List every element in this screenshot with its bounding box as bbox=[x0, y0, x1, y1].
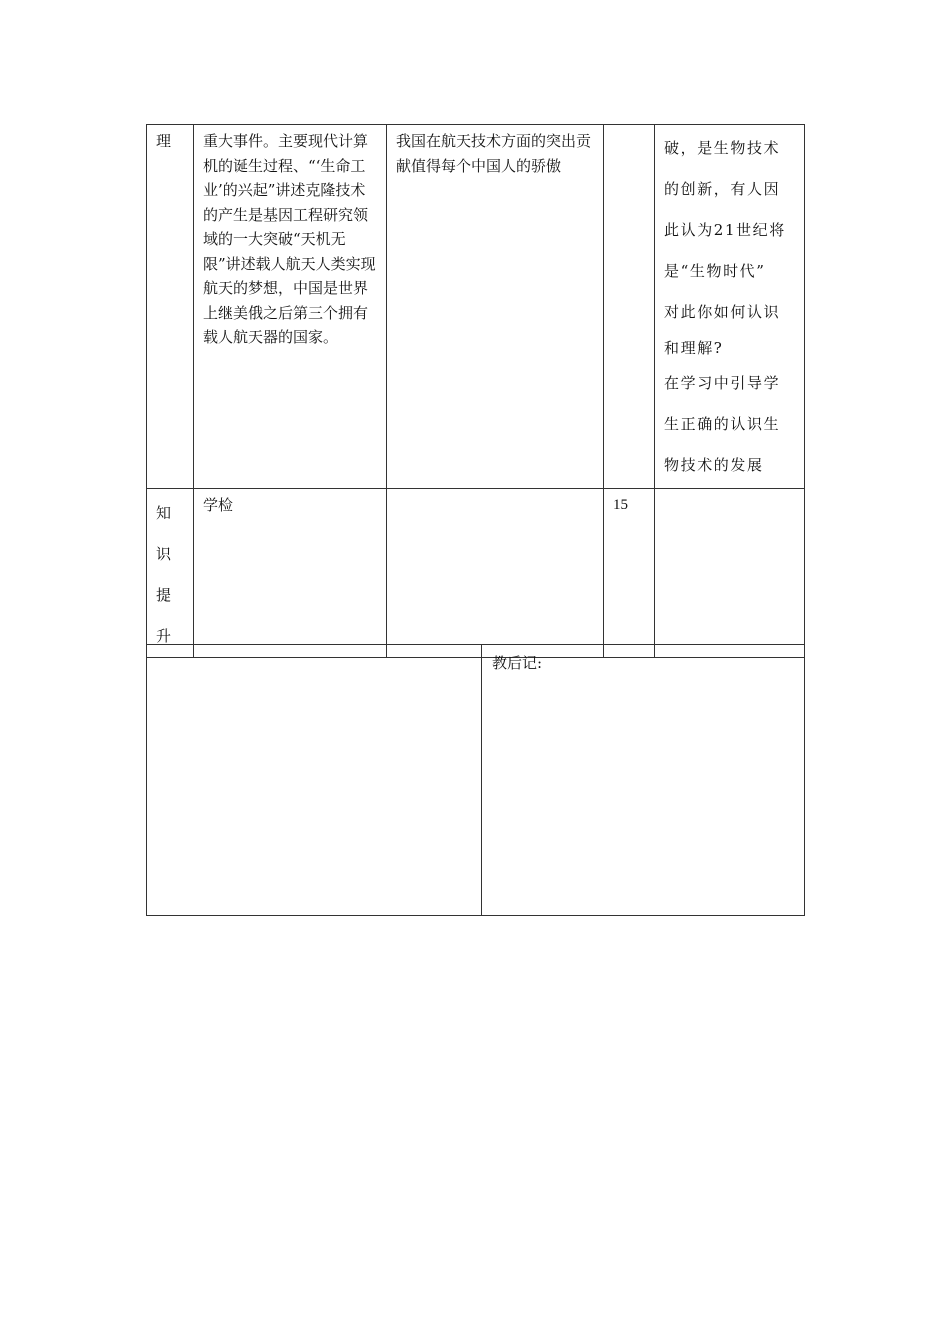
table-row bbox=[147, 645, 805, 916]
goal-text: 我国在航天技术方面的突出贡献值得每个中国人的骄傲 bbox=[396, 132, 592, 175]
reflection-table bbox=[146, 644, 805, 916]
notes-line: 和理解? bbox=[664, 339, 724, 357]
section-label-cell bbox=[147, 125, 194, 489]
notes-line: 物技术的发展 bbox=[664, 456, 764, 474]
time-value: 15 bbox=[613, 497, 628, 513]
time-cell bbox=[604, 489, 655, 658]
section-label-char: 提 bbox=[156, 586, 172, 604]
time-cell bbox=[604, 125, 655, 489]
table-row bbox=[147, 125, 805, 489]
section-label bbox=[147, 489, 193, 657]
content-cell bbox=[194, 125, 387, 489]
section-label-char: 知 bbox=[156, 504, 172, 522]
notes-line: 的创新，有人因 bbox=[664, 180, 781, 198]
after-class-notes-label: 教后记: bbox=[492, 654, 543, 672]
notes-cell bbox=[655, 125, 805, 489]
notes-text bbox=[655, 125, 804, 486]
section-label-char: 识 bbox=[156, 545, 172, 563]
notes-line: 在学习中引导学 bbox=[664, 374, 781, 392]
content-text: 重大事件。主要现代计算机的诞生过程、“‘生命工业’的兴起”讲述克隆技术的产生是基因工程研究领域的一大突破“天机无限”讲述载人航天人类实现航天的梦想，中国是世界上继美俄之后第三个拥有载人航天器的国家。 bbox=[203, 132, 376, 346]
lesson-plan-table bbox=[146, 124, 805, 658]
after-class-notes-cell bbox=[482, 645, 805, 916]
time-value bbox=[604, 125, 654, 129]
goal-cell bbox=[387, 489, 604, 658]
notes-cell bbox=[655, 489, 805, 658]
notes-line: 破，是生物技术 bbox=[664, 139, 781, 157]
notes-text bbox=[655, 489, 804, 493]
table-row bbox=[147, 489, 805, 658]
content-text: 学检 bbox=[203, 496, 234, 514]
goal-cell bbox=[387, 125, 604, 489]
blank-cell bbox=[147, 645, 482, 916]
notes-line: 对此你如何认识 bbox=[664, 303, 781, 321]
content-cell bbox=[194, 489, 387, 658]
notes-line: 此认为21世纪将 bbox=[664, 221, 786, 239]
notes-line: 生正确的认识生 bbox=[664, 415, 781, 433]
section-label: 理 bbox=[156, 132, 172, 150]
notes-line: 是“生物时代” bbox=[664, 262, 766, 280]
section-label-char: 升 bbox=[156, 627, 172, 645]
goal-text bbox=[387, 489, 603, 493]
section-label-cell bbox=[147, 489, 194, 658]
